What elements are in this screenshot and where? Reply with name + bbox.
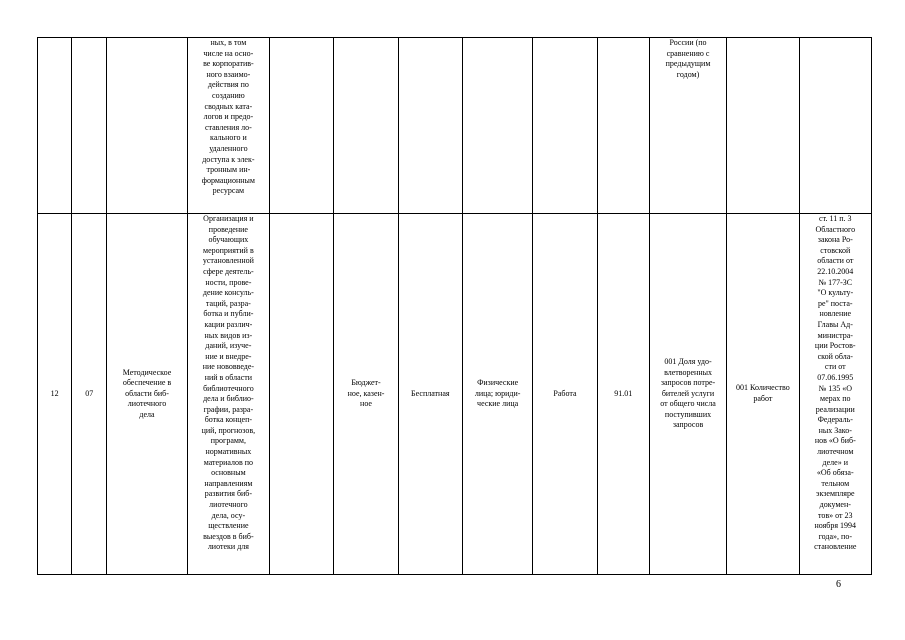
cell-volume-indicator bbox=[727, 38, 799, 214]
cell-type bbox=[533, 38, 597, 214]
cell-number bbox=[38, 38, 72, 214]
text-line: новление bbox=[819, 309, 852, 319]
cell-quality-indicator bbox=[649, 214, 726, 575]
text-line: логов и предо- bbox=[203, 112, 254, 122]
cell-quality-indicator bbox=[649, 38, 726, 214]
text-line: выездов в биб- bbox=[203, 531, 254, 541]
text-line: мероприятий в bbox=[203, 245, 254, 255]
text-line: созданию bbox=[212, 90, 245, 100]
text-line: библиотечного bbox=[203, 383, 254, 393]
text-line: ний в области bbox=[204, 372, 253, 382]
text-line: ботка концеп- bbox=[204, 415, 253, 425]
cell-name bbox=[107, 214, 187, 575]
text-line: развития биб- bbox=[204, 489, 253, 499]
text-line: направлениям bbox=[204, 478, 253, 488]
cell-okved bbox=[597, 38, 649, 214]
text-line: дела bbox=[139, 409, 155, 419]
text-line: влетворенных bbox=[664, 367, 712, 377]
text-line: ставления ло- bbox=[204, 122, 252, 132]
text-line: ве корпоратив- bbox=[203, 59, 254, 69]
text-line: № 177-ЗС bbox=[818, 277, 853, 287]
cell-basis bbox=[799, 38, 871, 214]
text-line: ботка и публи- bbox=[203, 309, 254, 319]
text-line: мерах по bbox=[820, 394, 851, 404]
text-line: ре" поста- bbox=[817, 298, 853, 308]
text-line: стовской bbox=[820, 245, 851, 255]
text-line: обучающих bbox=[208, 235, 249, 245]
text-line: Бюджет- bbox=[351, 378, 381, 388]
text-line: предыдущим bbox=[665, 59, 711, 69]
text-line: становление bbox=[814, 542, 857, 552]
cell-content bbox=[187, 214, 269, 575]
text-line: бителей услуги bbox=[661, 388, 715, 398]
text-line: числе на осно- bbox=[203, 48, 254, 58]
text-line: лиотеки для bbox=[207, 542, 249, 552]
text-line: докумен- bbox=[819, 500, 851, 510]
text-line: сфере деятель- bbox=[203, 266, 254, 276]
text-line: тов» от 23 bbox=[817, 510, 853, 520]
text-line: дела и библио- bbox=[203, 394, 254, 404]
text-line: года», по- bbox=[818, 531, 852, 541]
text-line: работ bbox=[753, 394, 773, 403]
text-line: проведение bbox=[208, 224, 248, 234]
cell-code: 07 bbox=[72, 214, 107, 575]
text-line: ресурсам bbox=[212, 186, 245, 196]
text-line: тельном bbox=[821, 478, 850, 488]
cell-content bbox=[187, 38, 269, 214]
text-line: ных видов из- bbox=[204, 330, 253, 340]
text-line: тронным ин- bbox=[206, 165, 251, 175]
text-line: реализации bbox=[815, 404, 855, 414]
cell-number: 12 bbox=[38, 214, 72, 575]
text-line: нормативных bbox=[205, 447, 252, 457]
text-line: удаленного bbox=[209, 143, 248, 153]
text-line: ществление bbox=[208, 521, 249, 531]
registry-table bbox=[37, 37, 872, 575]
cell-payment: Бесплатная bbox=[398, 214, 462, 575]
text-line: ноября 1994 bbox=[814, 521, 857, 531]
text-line: графии, разра- bbox=[203, 404, 254, 414]
text-line: деле» и bbox=[822, 457, 848, 467]
text-line: Физические bbox=[477, 378, 519, 388]
text-line: лиотечного bbox=[127, 399, 167, 409]
text-line: области от bbox=[817, 256, 854, 266]
text-line: дение консуль- bbox=[202, 288, 254, 298]
text-line: ст. 11 п. 3 bbox=[819, 214, 852, 223]
text-line: установленной bbox=[202, 256, 254, 266]
text-line: области биб- bbox=[125, 388, 169, 398]
text-line: программ, bbox=[210, 436, 246, 446]
text-line: даний, изуче- bbox=[205, 341, 252, 351]
table-row bbox=[38, 38, 872, 214]
text-line: «Об обяза- bbox=[816, 468, 854, 478]
text-line: лиотечного bbox=[209, 500, 248, 510]
text-line: лица; юриди- bbox=[474, 388, 521, 398]
text-line: нов «О биб- bbox=[814, 436, 856, 446]
table-row bbox=[38, 214, 872, 575]
text-line: дела, осу- bbox=[211, 510, 246, 520]
text-line: ций, прогнозов, bbox=[201, 425, 256, 435]
text-line: ние и внедре- bbox=[205, 351, 252, 361]
text-line: таций, разра- bbox=[205, 298, 251, 308]
cell-consumers bbox=[462, 214, 532, 575]
cell-volume-indicator bbox=[727, 214, 799, 575]
text-line: сравнению с bbox=[666, 48, 710, 58]
text-line: ных Зако- bbox=[818, 425, 852, 435]
text-line: 001 Количество bbox=[736, 383, 790, 393]
text-line: Федераль- bbox=[817, 415, 853, 425]
text-line: экземпляре bbox=[816, 489, 855, 499]
text-line: от общего числа bbox=[660, 399, 716, 409]
text-line: России (по bbox=[669, 38, 707, 47]
text-line: поступивших bbox=[664, 409, 712, 419]
text-line: ской обла- bbox=[817, 351, 853, 361]
text-line: сводных ката- bbox=[204, 101, 253, 111]
text-line: ного взаимо- bbox=[206, 69, 251, 79]
text-line: годом) bbox=[676, 69, 700, 79]
cell-payment bbox=[398, 38, 462, 214]
text-line: ние нововведе- bbox=[202, 362, 255, 372]
text-line: ции Ростов- bbox=[814, 341, 856, 351]
cell-name bbox=[107, 38, 187, 214]
text-line: министра- bbox=[817, 330, 853, 340]
text-line: основным bbox=[211, 468, 246, 478]
text-line: ных, в том bbox=[210, 38, 247, 47]
text-line: 22.10.2004 bbox=[817, 266, 854, 276]
text-line: закона Ро- bbox=[817, 235, 853, 245]
cell-funding bbox=[334, 214, 398, 575]
cell-basis bbox=[799, 214, 871, 575]
text-line: ное bbox=[360, 399, 372, 409]
cell-empty bbox=[270, 214, 334, 575]
cell-okved: 91.01 bbox=[597, 214, 649, 575]
text-line: материалов по bbox=[203, 457, 254, 467]
text-line: Главы Ад- bbox=[817, 319, 853, 329]
text-line: ности, прове- bbox=[205, 277, 252, 287]
text-line: 07.06.1995 bbox=[817, 372, 854, 382]
text-line: доступа к элек- bbox=[202, 154, 255, 164]
cell-consumers bbox=[462, 38, 532, 214]
text-line: Областного bbox=[815, 224, 856, 234]
text-line: Методическое bbox=[122, 367, 172, 377]
text-line: 001 Доля удо- bbox=[664, 356, 712, 366]
text-line: кального и bbox=[210, 133, 247, 143]
text-line: кации различ- bbox=[204, 319, 253, 329]
cell-code bbox=[72, 38, 107, 214]
cell-funding bbox=[334, 38, 398, 214]
text-line: формационным bbox=[201, 175, 255, 185]
text-line: "О культу- bbox=[817, 288, 854, 298]
text-line: № 135 «О bbox=[818, 383, 852, 393]
text-line: действия по bbox=[207, 80, 249, 90]
text-line: запросов bbox=[672, 420, 704, 430]
text-line: обеспечение в bbox=[122, 378, 172, 388]
page-number: 6 bbox=[836, 579, 841, 590]
text-line: Организация и bbox=[203, 214, 254, 223]
text-line: ное, казен- bbox=[347, 388, 385, 398]
text-line: лиотечном bbox=[817, 447, 854, 457]
text-line: запросов потре- bbox=[660, 378, 716, 388]
text-line: сти от bbox=[824, 362, 846, 372]
cell-type: Работа bbox=[533, 214, 597, 575]
cell-empty bbox=[270, 38, 334, 214]
text-line: ческие лица bbox=[477, 399, 519, 409]
